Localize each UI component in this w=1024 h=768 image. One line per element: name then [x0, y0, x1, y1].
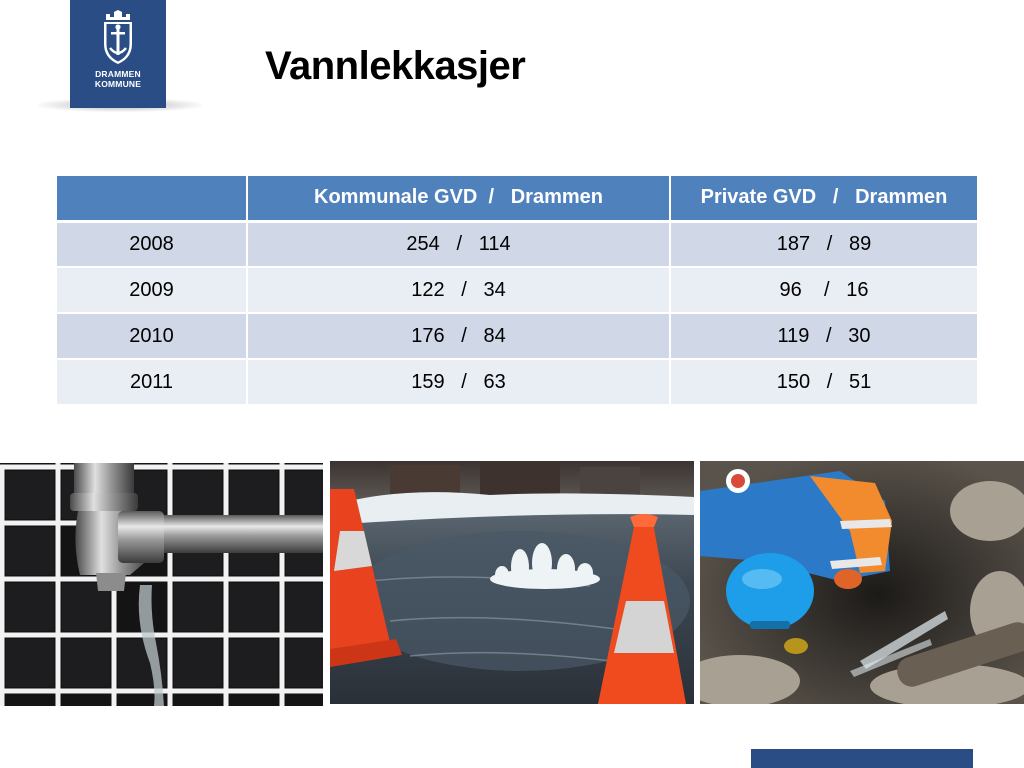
kommunale-cell: 254 / 114: [247, 221, 670, 267]
street-water-leak-icon: [330, 461, 694, 704]
water-leak-table: [57, 176, 977, 406]
logo-text-line2: KOMMUNE: [94, 79, 142, 89]
kommunale-cell: 176 / 84: [247, 313, 670, 359]
header-cell-private: Private GVD / Drammen: [670, 176, 977, 221]
footer-bar: [751, 749, 973, 768]
leaking-tap-photo: [0, 463, 323, 706]
table-header-row: [57, 176, 977, 221]
drammen-kommune-logo: [70, 0, 166, 108]
year-cell: 2010: [57, 313, 247, 359]
page-title: Vannlekkasjer: [265, 44, 526, 88]
table-row: [57, 221, 977, 267]
worker-repair-photo: [700, 461, 1024, 704]
private-cell: 119 / 30: [670, 313, 977, 359]
header-cell-kommunale: Kommunale GVD / Drammen: [247, 176, 670, 221]
kommunale-cell: 159 / 63: [247, 359, 670, 405]
private-cell: 187 / 89: [670, 221, 977, 267]
private-cell: 150 / 51: [670, 359, 977, 405]
table-row: [57, 267, 977, 313]
pipe-repair-worker-icon: [700, 461, 1024, 704]
street-leak-photo: [330, 461, 694, 704]
kommunale-cell: 122 / 34: [247, 267, 670, 313]
header-cell-year: [57, 176, 247, 221]
year-cell: 2009: [57, 267, 247, 313]
logo-text-line1: DRAMMEN: [95, 69, 141, 79]
private-cell: 96 / 16: [670, 267, 977, 313]
coat-of-arms-icon: [70, 0, 166, 70]
leaking-tap-icon: [0, 463, 323, 706]
year-cell: 2008: [57, 221, 247, 267]
table-row: [57, 359, 977, 405]
year-cell: 2011: [57, 359, 247, 405]
table-row: [57, 313, 977, 359]
